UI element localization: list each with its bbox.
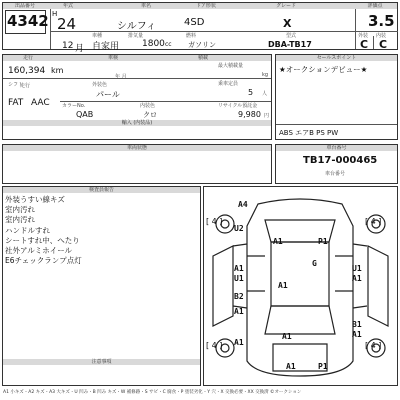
color-code-label: カラーNo. [62,103,86,109]
fuel-value: ガソリン [188,41,216,49]
damage-label: P1 [318,237,328,246]
footer-legend: A1 小キズ・A2 キズ・A3 大キズ・U 凹み・B 凹み キズ・W 補修跡・S サビ・C 腐食・P 塗装劣化・Y 穴・X 交換必要・XX 交換済 ©オークション [3,390,302,395]
damage-label: U1 [352,264,362,273]
sales-point: ★オークションデビュー★ [279,65,368,74]
damage-label: A1 [278,281,288,290]
remark-line: 室内汚れ [5,215,35,225]
year-month: 12 [62,41,74,51]
inspection-label: 車検 [108,55,119,61]
inspection-date-label: 年 月 [115,74,127,80]
tire-rear-left: [ 4 ] [206,341,223,350]
remarks-label: 検査員報告 [3,187,200,193]
door-label: ドア形状 [196,3,216,9]
mileage-value: 160,394 [8,66,46,76]
specs-header [3,55,271,61]
damage-label: A1 [352,330,362,339]
tire-front-right: [ 4 ] [365,217,382,226]
year-label: 年式 [62,3,73,9]
mileage-label: 走行 [23,55,34,61]
int-color-label: 内装色 [140,103,156,109]
int-label: 内装 [376,33,387,39]
divider [50,9,51,49]
damage-label: A1 [352,274,362,283]
use-value: 自家用 [92,42,120,52]
chassis-number: TB17-000465 [303,155,378,166]
score-exterior: C [360,38,369,51]
tire-front-left: [ 4 ] [206,217,223,226]
remark-line: ハンドルすれ [5,225,50,235]
color-value: パール [96,90,120,99]
condition-label: 車両状態 [3,145,271,151]
ac-value: AAC [31,98,50,108]
year-value: 24 [57,15,77,33]
load-max-label: 最大積載量 [218,63,244,69]
options-label: セールスポイント [276,55,397,61]
trans-label: シフト [8,82,24,88]
score-overall: 3.5 [368,12,395,30]
damage-label: U2 [234,224,244,233]
load-unit: kg [262,72,269,78]
remark-line: E6チェックランプ点灯 [5,256,82,266]
capacity-unit: 人 [262,91,268,97]
model-label: 車名 [140,3,151,9]
damage-label: A1 [273,237,283,246]
damage-label: B1 [352,320,362,329]
score-label: 評価点 [367,3,383,9]
recycle-unit: 円 [264,113,270,119]
model-code-label: 型式 [286,33,297,39]
damage-label: U1 [234,274,244,283]
remark-line: 室内汚れ [5,205,35,215]
mileage-sub: 走行 [20,83,31,89]
fuel-label: 燃料 [186,33,197,39]
damage-label: A1 [234,307,244,316]
remark-line: 外装うすい線キズ [5,195,65,204]
damage-label: G [312,259,317,268]
damage-label: A1 [234,338,244,347]
capacity-label: 乗車定員 [218,81,239,87]
cc-unit: cc [165,41,172,48]
damage-label: A1 [282,332,292,341]
grade-value: X [283,17,292,30]
model-code-value: DBA-TB17 [268,40,312,49]
history-label: 輸入 (内装品) [3,120,271,126]
year-month-unit: 月 [75,44,85,54]
chassis-sub: 車台番号 [325,171,346,177]
capacity-value: 5 [248,88,254,97]
score-interior: C [379,38,388,51]
cc-label: 排気量 [128,33,144,39]
mileage-unit: km [51,66,64,75]
year-era: H [52,10,58,18]
car-diagram [203,186,398,386]
car-name: シルフィ [117,21,156,32]
ext-label: 外装 [358,33,369,39]
color-code: QAB [76,110,94,119]
divider [276,124,397,125]
lot-number: 4342 [7,12,49,30]
use-label: 車種 [92,33,103,39]
header-bar [3,3,397,9]
divider [3,78,271,79]
divider [50,31,398,32]
damage-label: B2 [234,292,244,301]
equipment: ABS エアB PS PW [279,129,339,137]
recycle-value: 9,980 [238,110,261,119]
damage-front: A4 [238,200,248,209]
remark-line: 社外アルミホイール [5,246,73,256]
damage-label: P1 [318,362,328,371]
grade-label: グレード [275,3,296,9]
color-label: 外装色 [92,82,108,88]
recycle-label: リサイクル預託金 [218,103,258,109]
remarks-list [5,195,82,266]
divider [355,9,356,49]
notes-label: 注意事項 [3,359,200,365]
cc-value: 1800 [142,39,165,49]
damage-label: A1 [286,362,296,371]
divider [373,36,374,49]
door-type: 4SD [184,17,205,28]
int-color: クロ [143,111,157,119]
damage-label: A1 [234,264,244,273]
trans-value: FAT [8,98,24,108]
load-label: 積載 [198,55,209,61]
tire-rear-right: [ 4 ] [365,341,382,350]
lot-label: 出品番号 [14,3,35,9]
remark-line: シートすれ中、へたり [5,235,80,245]
chassis-label: 車台番号 [276,145,397,151]
